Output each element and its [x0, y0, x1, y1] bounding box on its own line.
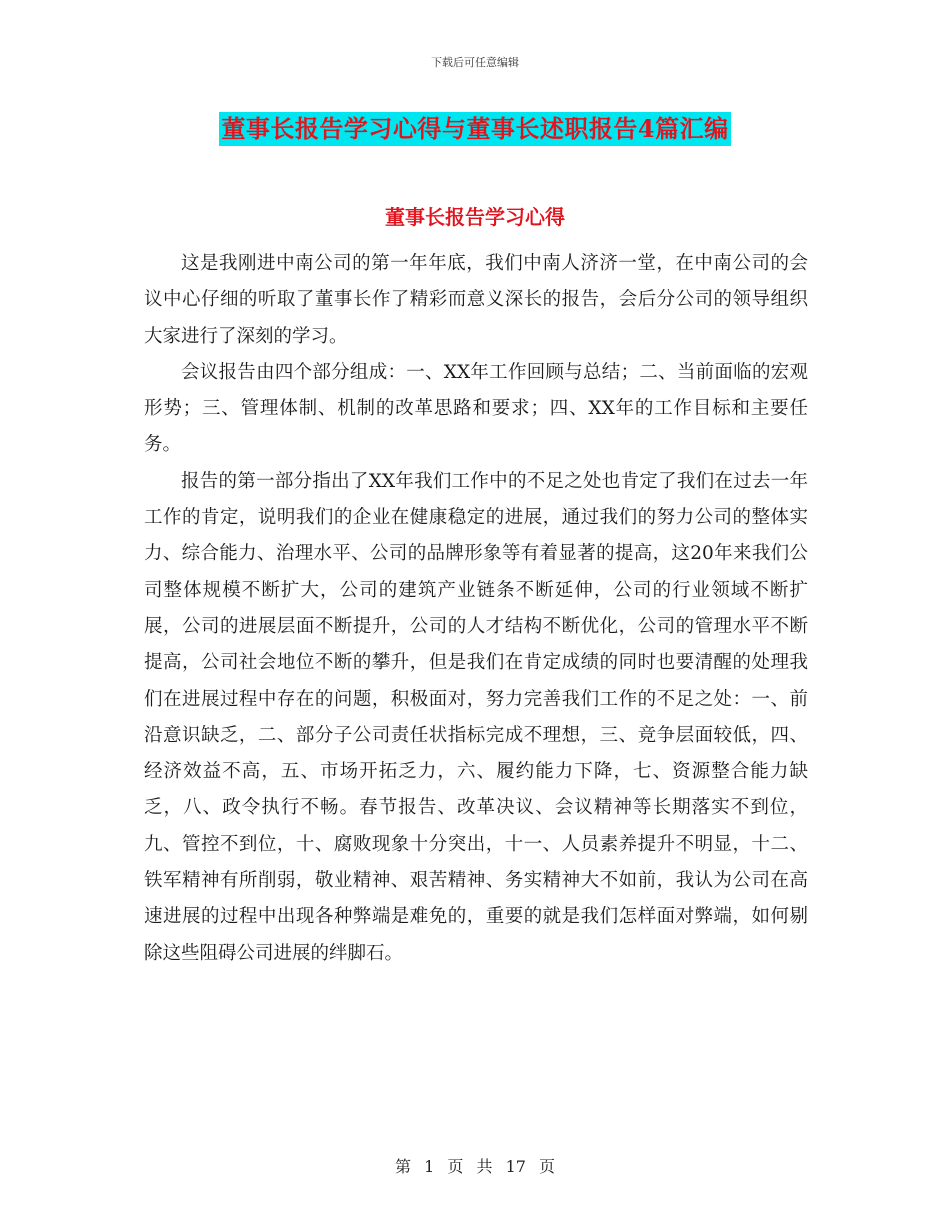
footer-total-unit: 页	[539, 1157, 556, 1176]
header-note: 下载后可任意编辑	[431, 56, 519, 69]
page-footer	[0, 1154, 950, 1177]
footer-page-unit: 页	[447, 1157, 464, 1176]
document-title	[0, 112, 950, 146]
paragraph-2: 会议报告由四个部分组成：一、XX年工作回顾与总结；二、当前面临的宏观形势；三、管理体制、机制的改革思路和要求；四、XX年的工作目标和主要任务。	[144, 361, 808, 456]
footer-total-prefix: 共	[476, 1157, 493, 1176]
paragraph-1: 这是我刚进中南公司的第一年年底，我们中南人济济一堂，在中南公司的会议中心仔细的听取了董事长作了精彩而意义深长的报告，会后分公司的领导组织大家进行了深刻的学习。	[144, 253, 808, 347]
section-title: 董事长报告学习心得	[385, 205, 565, 229]
footer-page-number: 1	[424, 1157, 435, 1176]
body-text	[144, 246, 808, 972]
footer-total-pages: 17	[505, 1157, 526, 1176]
document-title-text: 董事长报告学习心得与董事长述职报告4篇汇编	[219, 112, 730, 146]
paragraph-3: 报告的第一部分指出了XX年我们工作中的不足之处也肯定了我们在过去一年工作的肯定，说明我们的企业在健康稳定的进展，通过我们的努力公司的整体实力、综合能力、治理水平、公司的品牌形象等有着显著的提高，这20年来我们公司整体规模不断扩大，公司的建筑产业链条不断延伸，公司的行业领域不断扩展，公司的进展层面不断提升，公司的人才结构不断优化，公司的管理水平不断提高，公司社会地位不断的攀升，但是我们在肯定成绩的同时也要清醒的处理我们在进展过程中存在的问题，积极面对，努力完善我们工作的不足之处：一、前沿意识缺乏，二、部分子公司责任状指标完成不理想，三、竞争层面较低，四、经济效益不高，五、市场开拓乏力，六、履约能力下降，七、资源整合能力缺乏，八、政令执行不畅。春节报告、改革决议、会议精神等长期落实不到位，九、管控不到位，十、腐败现象十分突出，十一、人员素养提升不明显，十二、铁军精神有所削弱，敬业精神、艰苦精神、务实精神大不如前，我认为公司在高速进展的过程中出现各种弊端是难免的，重要的就是我们怎样面对弊端，如何剔除这些阻碍公司进展的绊脚石。	[144, 470, 808, 964]
footer-prefix: 第	[394, 1157, 411, 1176]
